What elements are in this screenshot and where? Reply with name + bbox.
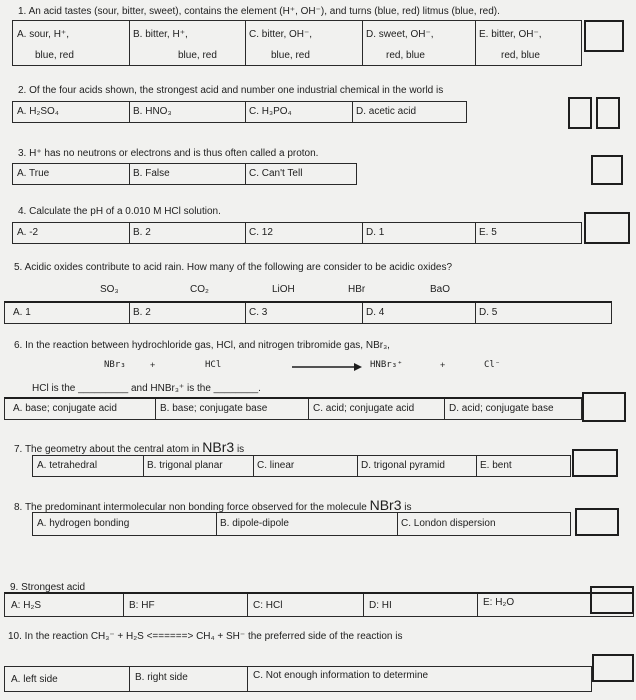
option-7d[interactable]: D. trigonal pyramid xyxy=(361,460,445,471)
question-1-options xyxy=(12,20,582,66)
question-8-molecule: NBr3 xyxy=(369,497,402,513)
question-10-text: 10. In the reaction CH₃⁻ + H₂S <======> CH₄ + SH⁻ the preferred side of the reaction is xyxy=(8,631,403,642)
question-3-text: 3. H⁺ has no neutrons or electrons and is thus often called a proton. xyxy=(18,148,319,159)
question-2-options xyxy=(12,101,467,123)
question-7-tail: is xyxy=(234,444,245,455)
option-4a[interactable]: A. -2 xyxy=(17,227,39,238)
option-9d[interactable]: D: HI xyxy=(369,600,392,611)
question-7-prefix: 7. The geometry about the central atom in xyxy=(14,444,200,455)
question-8-text xyxy=(14,498,412,513)
option-9b[interactable]: B: HF xyxy=(129,600,155,611)
option-4e[interactable]: E. 5 xyxy=(479,227,497,238)
question-1-text: 1. An acid tastes (sour, bitter, sweet), contains the element (H⁺, OH⁻), and turns (blue, red) litmus (blue, red). xyxy=(18,6,500,17)
option-9e[interactable]: E: H₂O xyxy=(483,597,515,608)
question-7-options xyxy=(32,455,571,477)
option-7a[interactable]: A. tetrahedral xyxy=(37,460,98,471)
question-4-text: 4. Calculate the pH of a 0.010 M HCl solution. xyxy=(18,206,221,217)
answer-box-7[interactable] xyxy=(572,449,618,477)
question-7-molecule: NBr3 xyxy=(202,439,235,455)
option-5c[interactable]: C. 3 xyxy=(249,307,268,318)
option-10b[interactable]: B. right side xyxy=(135,672,188,683)
question-5-text: 5. Acidic oxides contribute to acid rain. How many of the following are consider to be acidic oxides? xyxy=(14,262,453,273)
answer-box-6[interactable] xyxy=(582,392,626,422)
option-3c[interactable]: C. Can't Tell xyxy=(249,168,303,179)
answer-box-9[interactable] xyxy=(590,586,634,614)
option-1a-line2: blue, red xyxy=(35,50,74,61)
species-co2: CO₂ xyxy=(190,284,209,295)
question-2-text: 2. Of the four acids shown, the strongest acid and number one industrial chemical in the world is xyxy=(18,85,444,96)
plus-1: + xyxy=(150,360,156,370)
reactant-nbr3: NBr₃ xyxy=(104,360,126,370)
option-8c[interactable]: C. London dispersion xyxy=(401,518,496,529)
option-5a[interactable]: A. 1 xyxy=(13,307,31,318)
option-5d[interactable]: D. 4 xyxy=(366,307,385,318)
option-2d[interactable]: D. acetic acid xyxy=(356,106,417,117)
answer-box-3[interactable] xyxy=(591,155,623,185)
option-1d-line2: red, blue xyxy=(386,50,425,61)
option-6d[interactable]: D. acid; conjugate base xyxy=(449,403,554,414)
option-4c[interactable]: C. 12 xyxy=(249,227,273,238)
answer-box-2a[interactable] xyxy=(568,97,592,129)
reaction-arrow-icon xyxy=(292,362,362,372)
option-9a[interactable]: A: H₂S xyxy=(11,600,41,611)
option-1d[interactable]: D. sweet, OH⁻, xyxy=(366,29,434,40)
option-4b[interactable]: B. 2 xyxy=(133,227,151,238)
option-7b[interactable]: B. trigonal planar xyxy=(147,460,223,471)
option-8a[interactable]: A. hydrogen bonding xyxy=(37,518,130,529)
answer-box-2b[interactable] xyxy=(596,97,620,129)
question-8-prefix: 8. The predominant intermolecular non bonding force observed for the molecule xyxy=(14,502,367,513)
question-10-options xyxy=(4,666,592,692)
question-8-tail: is xyxy=(401,502,412,513)
option-5b[interactable]: B. 2 xyxy=(133,307,151,318)
answer-box-1[interactable] xyxy=(584,20,624,52)
answer-box-4[interactable] xyxy=(584,212,630,244)
plus-2: + xyxy=(440,360,446,370)
option-2c[interactable]: C. H₃PO₄ xyxy=(249,106,292,117)
option-1b-line2: blue, red xyxy=(178,50,217,61)
option-6c[interactable]: C. acid; conjugate acid xyxy=(313,403,415,414)
species-lioh: LiOH xyxy=(272,284,295,295)
option-1b[interactable]: B. bitter, H⁺, xyxy=(133,29,188,40)
question-3-options xyxy=(12,163,357,185)
option-6b[interactable]: B. base; conjugate base xyxy=(160,403,268,414)
option-3b[interactable]: B. False xyxy=(133,168,170,179)
question-8-options xyxy=(32,512,571,536)
option-5e[interactable]: D. 5 xyxy=(479,307,498,318)
option-6a[interactable]: A. base; conjugate acid xyxy=(13,403,117,414)
product-cl: Cl⁻ xyxy=(484,360,501,370)
species-hbr: HBr xyxy=(348,284,366,295)
species-so3: SO₃ xyxy=(100,284,119,295)
reactant-hcl: HCl xyxy=(205,360,222,370)
question-5-options xyxy=(4,301,612,324)
species-bao: BaO xyxy=(430,284,451,295)
option-1e[interactable]: E. bitter, OH⁻, xyxy=(479,29,542,40)
option-9c[interactable]: C: HCl xyxy=(253,600,283,611)
option-10a[interactable]: A. left side xyxy=(11,674,58,685)
option-2b[interactable]: B. HNO₃ xyxy=(133,106,172,117)
question-4-options xyxy=(12,222,582,244)
answer-box-8[interactable] xyxy=(575,508,619,536)
product-hnbr3: HNBr₃⁺ xyxy=(370,360,403,370)
option-3a[interactable]: A. True xyxy=(17,168,50,179)
question-7-text xyxy=(14,440,244,455)
option-1a[interactable]: A. sour, H⁺, xyxy=(17,29,69,40)
question-9-options xyxy=(4,592,634,617)
option-1c[interactable]: C. bitter, OH⁻, xyxy=(249,29,313,40)
option-7e[interactable]: E. bent xyxy=(480,460,512,471)
option-7c[interactable]: C. linear xyxy=(257,460,295,471)
question-9-text: 9. Strongest acid xyxy=(10,582,86,593)
question-6-fill: HCl is the _________ and HNBr₃⁺ is the ________. xyxy=(32,383,261,394)
question-6-options xyxy=(4,397,582,420)
option-1e-line2: red, blue xyxy=(501,50,540,61)
option-2a[interactable]: A. H₂SO₄ xyxy=(17,106,59,117)
option-4d[interactable]: D. 1 xyxy=(366,227,385,238)
option-8b[interactable]: B. dipole-dipole xyxy=(220,518,289,529)
option-1c-line2: blue, red xyxy=(271,50,310,61)
answer-box-10[interactable] xyxy=(592,654,634,682)
question-6-text: 6. In the reaction between hydrochloride gas, HCl, and nitrogen tribromide gas, NBr₃, xyxy=(14,340,390,351)
option-10c[interactable]: C. Not enough information to determine xyxy=(253,670,429,681)
